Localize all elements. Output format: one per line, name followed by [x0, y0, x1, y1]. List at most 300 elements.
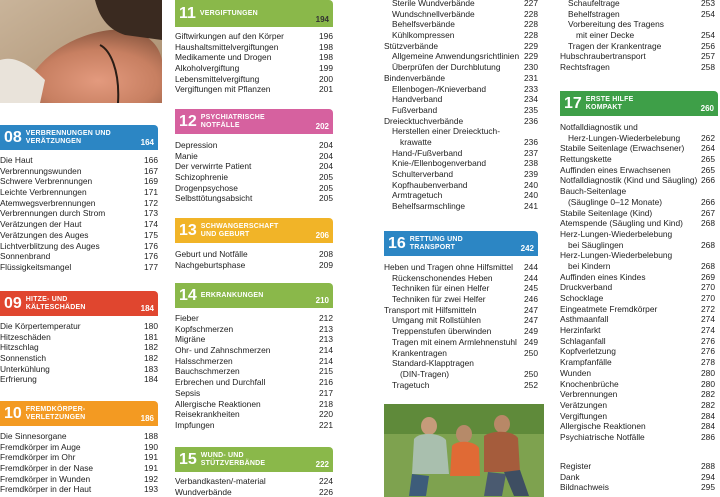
toc-entry[interactable] — [175, 52, 333, 63]
toc-entry-page: 209 — [319, 259, 333, 270]
toc-entry-title: Techniken für einen Helfer — [392, 283, 490, 294]
toc-entry-title: Fremdkörper in der Haut — [0, 484, 92, 495]
toc-entry[interactable] — [0, 262, 158, 273]
toc-entry-page: 230 — [524, 62, 538, 73]
toc-entry[interactable] — [175, 260, 333, 271]
toc-entry-title: Erbrechen und Durchfall — [175, 377, 266, 388]
toc-entry[interactable] — [0, 155, 158, 166]
toc-entry-page: 216 — [319, 377, 333, 388]
chapter-13-header[interactable] — [175, 218, 333, 243]
toc-entry-page: 176 — [144, 240, 158, 251]
toc-entry[interactable] — [560, 482, 715, 493]
chapter-title: SCHWANGERSCHAFT UND GEBURT — [200, 222, 279, 238]
toc-entry[interactable] — [384, 41, 538, 52]
toc-entry[interactable] — [384, 148, 538, 159]
toc-entry[interactable] — [560, 41, 715, 52]
toc-entry[interactable] — [560, 368, 715, 379]
toc-entry[interactable] — [384, 305, 538, 316]
toc-entry[interactable] — [384, 380, 538, 391]
toc-entry[interactable] — [175, 377, 333, 388]
toc-entry-page: 266 — [701, 175, 715, 186]
toc-entry-page: 254 — [701, 30, 715, 41]
toc-entry-title: Fremdkörper in der Nase — [0, 463, 94, 474]
chapter-page: 184 — [140, 304, 154, 313]
toc-entry-page: 256 — [701, 40, 715, 51]
toc-entry-page: 204 — [319, 150, 333, 161]
toc-entry[interactable] — [560, 282, 715, 293]
toc-entry[interactable] — [0, 484, 158, 495]
toc-entry[interactable] — [0, 321, 158, 332]
toc-entry-page: 228 — [524, 30, 538, 41]
toc-entry-page: 205 — [319, 182, 333, 193]
toc-entry[interactable] — [560, 432, 715, 443]
toc-entry[interactable] — [0, 474, 158, 485]
toc-entry-title: Bildnachweis — [560, 482, 609, 493]
toc-entry-title: Die Sinnesorgane — [0, 431, 67, 441]
toc-entry[interactable] — [384, 137, 538, 148]
toc-entry[interactable] — [560, 122, 715, 133]
toc-entry-title: Register — [560, 461, 592, 471]
toc-entry[interactable] — [384, 126, 538, 137]
toc-entry-page: 244 — [524, 272, 538, 283]
toc-entry-page: 254 — [701, 8, 715, 19]
toc-entry[interactable] — [175, 487, 333, 497]
toc-entry-page: 229 — [524, 40, 538, 51]
toc-entry[interactable] — [560, 379, 715, 390]
toc-entry-page: 220 — [319, 409, 333, 420]
chapter-10 — [0, 401, 158, 495]
toc-entry[interactable] — [0, 364, 158, 375]
toc-entry-title: Lichtverblitzung des Auges — [0, 240, 100, 251]
toc-entry-title: Schizophrenie — [175, 172, 229, 183]
toc-entry-page: 269 — [701, 271, 715, 282]
sunburn-shoulder-image — [0, 0, 162, 103]
toc-entry[interactable] — [0, 208, 158, 219]
toc-entry[interactable] — [384, 30, 538, 41]
toc-entry[interactable] — [175, 366, 333, 377]
toc-entry-title: Verätzungen — [560, 399, 608, 410]
toc-entry-page: 183 — [144, 363, 158, 374]
toc-entry-title: krawatte — [400, 136, 432, 147]
chapter-14-header[interactable] — [175, 283, 333, 308]
chapter-16-header[interactable] — [384, 231, 538, 256]
toc-entry[interactable] — [384, 73, 538, 84]
toc-entry[interactable] — [384, 190, 538, 201]
toc-entry-title: Herzinfarkt — [560, 325, 601, 336]
chapter-number: 16 — [388, 234, 406, 252]
toc-entry[interactable] — [560, 175, 715, 186]
chapter-number: 10 — [4, 404, 22, 422]
toc-entry[interactable] — [0, 187, 158, 198]
chapter-12 — [175, 109, 333, 204]
toc-entry-title: Ellenbogen-/Knieverband — [392, 83, 487, 94]
toc-entry-page: 181 — [144, 331, 158, 342]
toc-entry[interactable] — [175, 409, 333, 420]
chapter-title: RETTUNG UND TRANSPORT — [409, 235, 463, 251]
toc-entry-title: Herz-Lungen-Wiederbelebung — [568, 132, 681, 143]
toc-entry-page: 268 — [701, 239, 715, 250]
toc-entry[interactable] — [560, 261, 715, 272]
toc-entry-title: Der verwirrte Patient — [175, 161, 252, 172]
toc-entry-page: 247 — [524, 315, 538, 326]
toc-entry[interactable] — [175, 193, 333, 204]
toc-entry-title: Eingeatmete Fremdkörper — [560, 303, 658, 314]
chapter-10-list — [0, 431, 158, 495]
toc-entry[interactable] — [0, 241, 158, 252]
back-matter-list — [560, 461, 715, 493]
toc-entry[interactable] — [0, 176, 158, 187]
toc-entry-page: 213 — [319, 334, 333, 345]
toc-entry[interactable] — [560, 154, 715, 165]
toc-entry[interactable] — [560, 51, 715, 62]
toc-entry-title: Rückenschonendes Heben — [392, 272, 493, 283]
toc-entry[interactable] — [384, 326, 538, 337]
toc-entry-title: Kopfverletzung — [560, 346, 616, 357]
toc-entry-title: mit einer Decke — [576, 30, 635, 41]
toc-entry[interactable] — [175, 151, 333, 162]
toc-entry[interactable] — [560, 357, 715, 368]
toc-entry[interactable] — [560, 240, 715, 251]
toc-entry-page: 228 — [524, 19, 538, 30]
toc-entry-title: Rechtsfragen — [560, 62, 610, 73]
toc-entry-page: 236 — [524, 115, 538, 126]
toc-entry-title: Migräne — [175, 334, 206, 345]
toc-entry[interactable] — [175, 324, 333, 335]
toc-entry-page: 278 — [701, 357, 715, 368]
toc-entry[interactable] — [560, 346, 715, 357]
toc-entry-title: Atemwegsverbrennungen — [0, 197, 96, 208]
toc-entry[interactable] — [384, 19, 538, 30]
toc-entry[interactable] — [560, 293, 715, 304]
toc-entry-page: 217 — [319, 387, 333, 398]
toc-entry-page: 205 — [319, 193, 333, 204]
toc-entry-title: Tragetuch — [392, 379, 430, 390]
toc-entry[interactable] — [560, 314, 715, 325]
toc-entry[interactable] — [384, 262, 538, 273]
toc-entry[interactable] — [175, 84, 333, 95]
toc-entry[interactable] — [384, 62, 538, 73]
toc-entry[interactable] — [560, 461, 715, 472]
toc-entry-title: Knie-/Ellenbogenverband — [392, 158, 487, 169]
toc-entry-title: Bauchschmerzen — [175, 366, 240, 377]
toc-entry-title: Vorbereitung des Tragens — [568, 19, 664, 30]
toc-entry[interactable] — [175, 172, 333, 183]
toc-entry[interactable] — [175, 74, 333, 85]
toc-entry-page: 276 — [701, 346, 715, 357]
chapter-title: FREMDKÖRPER-VERLETZUNGEN — [25, 405, 86, 421]
chapter-08-header[interactable] — [0, 125, 158, 150]
toc-entry-page: 266 — [701, 196, 715, 207]
toc-entry[interactable] — [175, 356, 333, 367]
toc-entry-page: 193 — [144, 484, 158, 495]
toc-entry[interactable] — [560, 389, 715, 400]
toc-entry-title: Schulterverband — [392, 169, 453, 179]
toc-entry-title: Umgang mit Rollstühlen — [392, 315, 481, 326]
toc-entry[interactable] — [0, 463, 158, 474]
toc-entry-title: Hitzschlag — [0, 342, 39, 353]
chapter-13 — [175, 218, 333, 270]
toc-entry-page: 182 — [144, 342, 158, 353]
toc-entry-page: 284 — [701, 421, 715, 432]
toc-entry[interactable] — [384, 273, 538, 284]
toc-entry-title: Fußverband — [392, 104, 438, 115]
toc-entry[interactable] — [560, 197, 715, 208]
chapter-number: 17 — [564, 94, 582, 112]
toc-entry-page: 265 — [701, 154, 715, 165]
chapter-page: 206 — [315, 231, 329, 240]
toc-entry-title: (DIN-Tragen) — [400, 368, 450, 379]
toc-entry[interactable] — [175, 420, 333, 431]
chapter-16 — [384, 231, 538, 390]
toc-entry[interactable] — [0, 353, 158, 364]
toc-entry[interactable] — [384, 94, 538, 105]
toc-entry-page: 184 — [144, 374, 158, 385]
toc-entry[interactable] — [560, 325, 715, 336]
toc-entry[interactable] — [560, 304, 715, 315]
toc-entry[interactable] — [560, 133, 715, 144]
toc-entry-title: Dreiecktuchverbände — [384, 115, 464, 126]
toc-entry[interactable] — [560, 30, 715, 41]
toc-entry-title: Halsschmerzen — [175, 355, 233, 366]
toc-entry-page: 249 — [524, 336, 538, 347]
toc-entry[interactable] — [560, 218, 715, 229]
toc-entry[interactable] — [0, 452, 158, 463]
toc-entry[interactable] — [560, 0, 715, 9]
chapter-page: 222 — [315, 460, 329, 469]
toc-entry-page: 262 — [701, 132, 715, 143]
toc-entry-page: 218 — [319, 398, 333, 409]
toc-entry[interactable] — [0, 219, 158, 230]
toc-entry[interactable] — [384, 358, 538, 369]
toc-entry[interactable] — [175, 161, 333, 172]
chapter-17-header[interactable] — [560, 91, 718, 116]
toc-entry-title: Knochenbrüche — [560, 378, 619, 389]
toc-entry[interactable] — [384, 201, 538, 212]
toc-entry[interactable] — [0, 442, 158, 453]
toc-entry-page: 284 — [701, 410, 715, 421]
toc-entry[interactable] — [560, 472, 715, 483]
toc-entry-page: 214 — [319, 355, 333, 366]
toc-entry-title: Sterile Wundverbände — [392, 0, 475, 8]
toc-entry[interactable] — [560, 411, 715, 422]
toc-entry-page: 214 — [319, 345, 333, 356]
toc-entry-page: 205 — [319, 172, 333, 183]
toc-entry[interactable] — [560, 143, 715, 154]
toc-entry-title: Herz-Lungen-Wiederbelebung — [560, 250, 673, 261]
toc-entry[interactable] — [384, 169, 538, 180]
toc-entry[interactable] — [0, 342, 158, 353]
toc-entry[interactable] — [175, 140, 333, 151]
toc-entry-title: Fremdkörper im Ohr — [0, 452, 76, 463]
chapter-page: 260 — [700, 104, 714, 113]
toc-entry[interactable] — [0, 332, 158, 343]
toc-entry-title: Leichte Verbrennungen — [0, 187, 87, 198]
toc-entry[interactable] — [175, 313, 333, 324]
toc-entry-page: 274 — [701, 325, 715, 336]
toc-entry[interactable] — [560, 229, 715, 240]
toc-entry[interactable] — [560, 421, 715, 432]
chapter-09 — [0, 291, 158, 385]
toc-entry[interactable] — [175, 31, 333, 42]
toc-entry-page: 236 — [524, 136, 538, 147]
toc-entry-title: Verbrennungen durch Strom — [0, 208, 106, 219]
toc-entry-page: 204 — [319, 140, 333, 150]
toc-entry[interactable] — [175, 345, 333, 356]
chapter-number: 11 — [179, 4, 196, 22]
toc-entry[interactable] — [0, 374, 158, 385]
toc-entry[interactable] — [384, 84, 538, 95]
toc-entry[interactable] — [560, 165, 715, 176]
toc-entry-page: 241 — [524, 201, 538, 212]
toc-entry[interactable] — [175, 183, 333, 194]
chapter-title: PSYCHIATRISCHE NOTFÄLLE — [200, 113, 265, 129]
toc-entry-page: 180 — [144, 321, 158, 331]
toc-entry[interactable] — [384, 294, 538, 305]
toc-entry-title: Atemspende (Säugling und Kind) — [560, 218, 683, 229]
chapter-12-header[interactable] — [175, 109, 333, 134]
toc-entry[interactable] — [384, 51, 538, 62]
toc-entry[interactable] — [175, 249, 333, 260]
carry-photo — [384, 404, 544, 497]
chapter-15-header[interactable] — [175, 447, 333, 472]
toc-entry[interactable] — [384, 9, 538, 20]
toc-entry-title: Allergische Reaktionen — [175, 398, 261, 409]
toc-entry-title: Transport mit Hilfsmitteln — [384, 304, 477, 315]
toc-entry[interactable] — [560, 336, 715, 347]
toc-entry[interactable] — [175, 388, 333, 399]
toc-entry-page: 215 — [319, 366, 333, 377]
toc-entry-title: Kopfhaubenverband — [392, 179, 468, 190]
toc-entry-title: Wundschnellverbände — [392, 8, 475, 19]
toc-entry[interactable] — [0, 230, 158, 241]
toc-entry-page: 268 — [701, 218, 715, 229]
toc-entry[interactable] — [384, 116, 538, 127]
toc-entry[interactable] — [560, 272, 715, 283]
toc-entry[interactable] — [175, 42, 333, 53]
toc-entry-page: 166 — [144, 155, 158, 165]
toc-entry-title: Hand-/Fußverband — [392, 147, 463, 158]
chapter-number: 14 — [179, 286, 197, 304]
toc-entry-title: Reisekrankheiten — [175, 409, 240, 420]
toc-entry-page: 249 — [524, 326, 538, 337]
toc-entry[interactable] — [560, 9, 715, 20]
toc-entry-title: Schwere Verbrennungen — [0, 176, 93, 187]
chapter-08-list — [0, 155, 158, 273]
toc-entry[interactable] — [175, 399, 333, 410]
toc-entry[interactable] — [384, 105, 538, 116]
sunburn-photo — [0, 0, 162, 103]
toc-entry-title: Dank — [560, 471, 580, 482]
toc-entry-title: Notfalldiagnostik (Kind und Säugling) — [560, 175, 698, 186]
toc-entry-page: 227 — [524, 0, 538, 8]
toc-entry[interactable] — [560, 250, 715, 261]
toc-entry[interactable] — [384, 348, 538, 359]
toc-entry-title: Erfrierung — [0, 374, 37, 385]
toc-entry-page: 244 — [524, 262, 538, 272]
toc-entry-title: Krampfanfälle — [560, 357, 612, 368]
toc-entry-page: 250 — [524, 347, 538, 358]
toc-entry[interactable] — [384, 369, 538, 380]
toc-entry-title: Die Haut — [0, 155, 33, 165]
toc-entry-page: 226 — [319, 486, 333, 497]
toc-entry-page: 280 — [701, 378, 715, 389]
toc-entry-title: Medikamente und Drogen — [175, 52, 272, 63]
toc-entry-page: 272 — [701, 303, 715, 314]
toc-entry[interactable] — [0, 166, 158, 177]
toc-entry[interactable] — [384, 180, 538, 191]
toc-entry-page: 274 — [701, 314, 715, 325]
toc-entry-title: Rettungskette — [560, 154, 612, 165]
toc-entry[interactable] — [560, 186, 715, 197]
toc-entry[interactable] — [384, 337, 538, 348]
toc-entry-page: 257 — [701, 51, 715, 62]
toc-entry-title: Notfalldiagnostik und — [560, 122, 638, 132]
toc-entry-page: 282 — [701, 389, 715, 400]
toc-entry-title: Psychiatrische Notfälle — [560, 431, 645, 442]
toc-entry-title: Behelfstragen — [568, 8, 620, 19]
toc-entry-title: Drogenpsychose — [175, 182, 238, 193]
toc-entry[interactable] — [384, 283, 538, 294]
toc-entry[interactable] — [0, 251, 158, 262]
chapter-15 — [175, 447, 333, 497]
toc-entry-page: 239 — [524, 169, 538, 179]
chapter-10-header[interactable] — [0, 401, 158, 426]
toc-entry-title: Krankentragen — [392, 347, 447, 358]
chapter-09-header[interactable] — [0, 291, 158, 316]
chapter-11-header[interactable] — [175, 0, 333, 27]
toc-entry[interactable] — [384, 315, 538, 326]
toc-entry-page: 167 — [144, 165, 158, 176]
toc-entry[interactable] — [560, 62, 715, 73]
toc-entry-title: Tragen mit einem Armlehnenstuhl — [392, 336, 517, 347]
toc-entry-title: Behelfsverbände — [392, 19, 455, 30]
toc-entry-title: Nachgeburtsphase — [175, 259, 246, 270]
toc-entry[interactable] — [175, 63, 333, 74]
toc-entry-page: 231 — [524, 72, 538, 83]
toc-entry-page: 240 — [524, 190, 538, 201]
toc-entry[interactable] — [560, 208, 715, 219]
toc-entry[interactable] — [0, 431, 158, 442]
toc-entry-title: Verbrennungswunden — [0, 165, 82, 176]
toc-entry-title: Schocklage — [560, 293, 604, 303]
toc-entry[interactable] — [175, 334, 333, 345]
toc-entry-page: 235 — [524, 104, 538, 115]
toc-entry[interactable] — [560, 400, 715, 411]
toc-entry-page: 233 — [524, 83, 538, 94]
toc-entry-title: Kopfschmerzen — [175, 323, 234, 334]
toc-entry-title: Allergische Reaktionen — [560, 421, 646, 432]
toc-entry-page: 212 — [319, 313, 333, 323]
toc-entry[interactable] — [0, 198, 158, 209]
toc-entry-title: Asthmaanfall — [560, 314, 609, 325]
toc-entry-title: Wundverbände — [175, 486, 232, 497]
chapter-11-list — [175, 31, 333, 95]
toc-entry[interactable] — [384, 0, 538, 9]
toc-entry[interactable] — [560, 19, 715, 30]
toc-entry-title: Techniken für zwei Helfer — [392, 294, 486, 305]
toc-entry-page: 169 — [144, 176, 158, 187]
toc-entry-title: Impfungen — [175, 419, 215, 430]
toc-entry[interactable] — [175, 476, 333, 487]
toc-entry-title: Allgemeine Anwendungsrichtlinien — [392, 51, 520, 62]
toc-entry-page: 234 — [524, 94, 538, 105]
chapter-15-list — [175, 476, 333, 497]
toc-entry-title: (Säuglinge 0–12 Monate) — [568, 196, 663, 207]
toc-entry-title: Behelfsarmschlinge — [392, 201, 466, 212]
toc-entry[interactable] — [384, 158, 538, 169]
toc-entry-title: Haushaltsmittelvergiftungen — [175, 41, 279, 52]
toc-entry-title: Verätzungen des Auges — [0, 229, 89, 240]
